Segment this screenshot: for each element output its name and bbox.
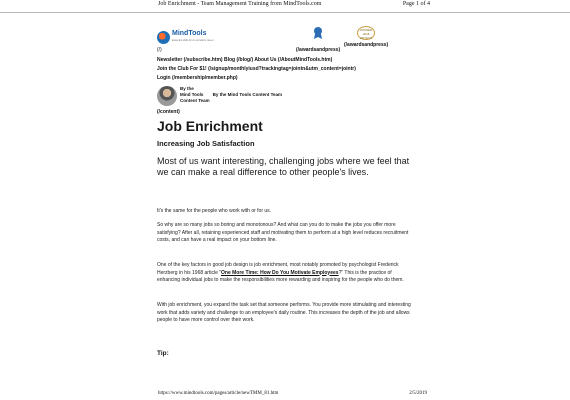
top-nav (157, 56, 356, 83)
article-title: Job Enrichment (157, 118, 263, 134)
award-badge-1[interactable] (296, 26, 340, 53)
byline-full: By the Mind Tools Content Team (212, 92, 283, 97)
article-lead: Most of us want interesting, challenging jobs where we feel that we can make a real difference to other people's lives. (157, 156, 410, 177)
paragraph-2: So why are so many jobs so boring and monotonous? And what can you do to make the jobs you offer more satisfying? After all, retaining experienced staff and motivating them to perform at a high level reduces recruitment costs, and can have a real impact on your bottom line. (157, 222, 409, 243)
article-subtitle: Increasing Job Satisfaction (157, 139, 255, 148)
byline-team: Content Team (180, 98, 210, 103)
nav-line-newsletter-blog-about[interactable]: Newsletter (/subscribe.htm) Blog (/blog/) About Us (/AboutMindTools.htm) (157, 57, 333, 63)
content-link[interactable]: (/content) (157, 109, 180, 115)
award-link-2[interactable]: (/awardsandpress) (344, 42, 389, 48)
print-header-title: Job Enrichment - Team Management Training from MindTools.com (158, 1, 322, 7)
nav-line-login[interactable]: Login (/membership/member.php) (157, 75, 238, 81)
paragraph-1: It's the same for the people who work with or for us. (157, 208, 272, 214)
logo-tagline: Essential skills for an excellent career (172, 39, 214, 42)
mindtools-logo-icon (157, 31, 170, 44)
award-link-1[interactable]: (/awardsandpress) (296, 47, 341, 53)
herzberg-article-link[interactable]: One More Time: How Do You Motivate Employees (221, 269, 339, 276)
print-footer-url: https://www.mindtools.com/pages/article/newTMM_81.htm (158, 391, 279, 396)
byline-by: By the (180, 86, 194, 91)
award-badge-2[interactable] (344, 26, 388, 48)
award-laurel-icon: WINNER 2018 HRTECH (357, 26, 375, 40)
paragraph-3-end: ?" This is the practice of enhancing individual jobs to make the responsibilities more rewarding and inspiring for the people who do them. (157, 269, 404, 283)
paragraph-3 (157, 262, 415, 285)
award-ribbon-icon (311, 26, 325, 40)
author-avatar (157, 86, 177, 106)
print-header (0, 0, 570, 13)
paragraph-3-start: One of the key factors in good job design is job enrichment, most notably promoted by psychologist Frederick Herzberg in his 1968 article " (157, 262, 399, 276)
print-footer-date: 2/5/2019 (409, 391, 427, 396)
tip-label: Tip: (157, 350, 169, 357)
logo-brand: MindTools (172, 30, 207, 37)
logo-link[interactable]: (/) (157, 47, 162, 53)
byline-name[interactable]: Mind Tools (180, 92, 204, 97)
nav-line-join-club[interactable]: Join the Club For $1! (/signup/monthlyiusd?trackingtag=jointn&utm_content=jointr) (157, 66, 356, 72)
print-header-page: Page 1 of 4 (402, 1, 430, 7)
paragraph-4: With job enrichment, you expand the task set that someone performs. You provide more stimulating and interesting work that adds variety and challenge to an employee's daily routine. This increases the depth of the job and allows people to have more control over their work. (157, 302, 411, 323)
site-logo[interactable] (157, 30, 214, 53)
author-row (157, 86, 282, 106)
